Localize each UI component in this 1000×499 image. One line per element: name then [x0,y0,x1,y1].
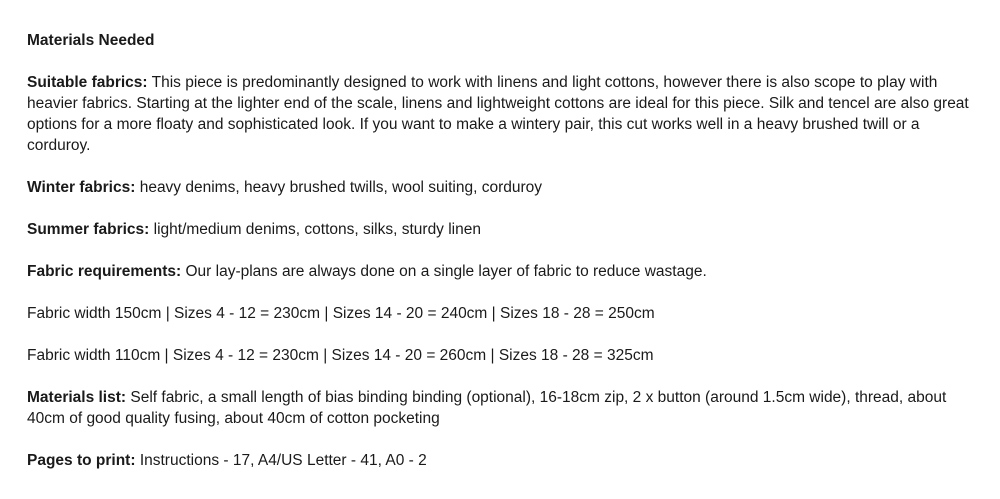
materials-document [27,30,977,471]
winter-fabrics-text: heavy denims, heavy brushed twills, wool suiting, corduroy [135,179,543,196]
fabric-requirements-text: Our lay-plans are always done on a single layer of fabric to reduce wastage. [181,263,707,280]
summer-fabrics-text: light/medium denims, cottons, silks, sturdy linen [149,221,481,238]
fabric-width-150-line: Fabric width 150cm | Sizes 4 - 12 = 230cm | Sizes 14 - 20 = 240cm | Sizes 18 - 28 = 250cm [27,305,655,322]
materials-list-paragraph [27,387,977,429]
fabric-requirements-paragraph [27,261,977,282]
winter-fabrics-paragraph [27,177,977,198]
fabric-width-110-line: Fabric width 110cm | Sizes 4 - 12 = 230cm | Sizes 14 - 20 = 260cm | Sizes 18 - 28 = 325cm [27,347,654,364]
pages-to-print-text: Instructions - 17, A4/US Letter - 41, A0 - 2 [135,452,427,469]
winter-fabrics-label: Winter fabrics: [27,179,136,196]
pages-to-print-paragraph [27,450,977,471]
pages-to-print-label: Pages to print: [27,452,136,469]
document-heading: Materials Needed [27,32,155,49]
summer-fabrics-paragraph [27,219,977,240]
suitable-fabrics-paragraph [27,72,977,156]
materials-list-text: Self fabric, a small length of bias binding binding (optional), 16-18cm zip, 2 x button (around 1.5cm wide), thread, about 40cm of good quality fusing, about 40cm of cotton pocketing [27,389,947,427]
summer-fabrics-label: Summer fabrics: [27,221,150,238]
suitable-fabrics-text: This piece is predominantly designed to work with linens and light cottons, however there is also scope to play with heavier fabrics. Starting at the lighter end of the scale, linens and lightweight cottons are ideal for this piece. Silk and tencel are also great options for a more floaty and sophisticated look. If you want to make a wintery pair, this cut works well in a heavy brushed twill or a corduroy. [27,74,969,154]
suitable-fabrics-label: Suitable fabrics: [27,74,148,91]
fabric-requirements-label: Fabric requirements: [27,263,182,280]
materials-list-label: Materials list: [27,389,127,406]
